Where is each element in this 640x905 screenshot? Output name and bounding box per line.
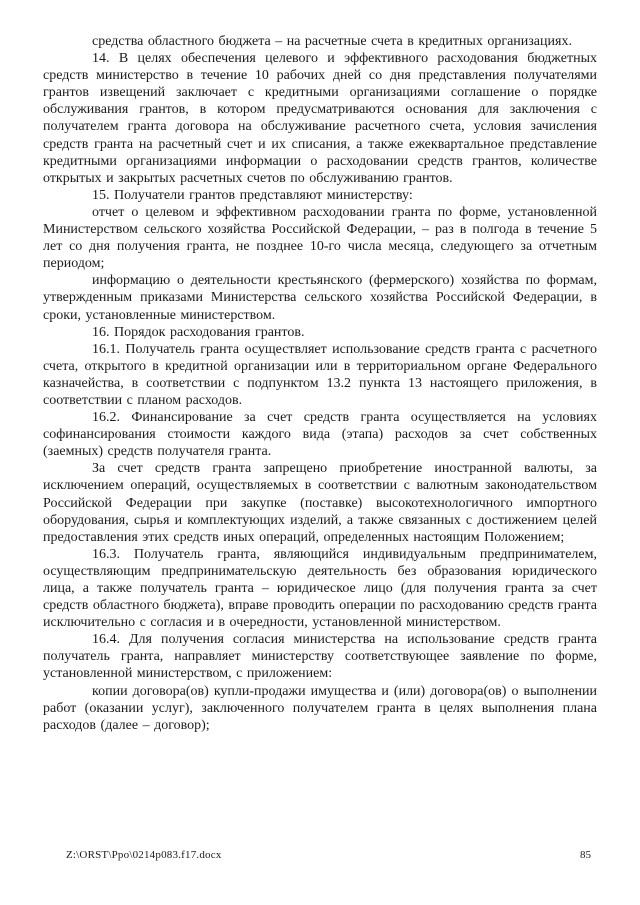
paragraph: 16. Порядок расходования грантов.	[92, 324, 305, 340]
page-footer	[66, 849, 591, 862]
footer-file-path: Z:\ORST\Ppo\0214p083.f17.docx	[66, 849, 222, 861]
paragraph: средства областного бюджета – на расчетные счета в кредитных организациях.	[92, 34, 572, 49]
document-body-text	[43, 33, 597, 823]
paragraph: 16.4. Для получения согласия министерства на использование средств гранта получатель гранта, направляет министерству соответствующее заявление по форме, установленной министерством, с приложением:	[43, 632, 597, 682]
paragraph: За счет средств гранта запрещено приобретение иностранной валюты, за исключением операций, осуществляемых в соответствии с валютным законодательством Российской Федерации при закупке (поставке) высокотехнологичного импортного оборудования, сырья и комплектующих изделий, а также связанных с достижением целей предоставления этих средств иных операций, определенных настоящим Положением;	[43, 461, 597, 545]
paragraph: 15. Получатели грантов представляют министерству:	[92, 187, 413, 203]
paragraph: информацию о деятельности крестьянского (фермерского) хозяйства по формам, утвержденным приказами Министерства сельского хозяйства Российской Федерации, в сроки, установленные министерством.	[43, 273, 597, 323]
paragraph: отчет о целевом и эффективном расходовании гранта по форме, установленной Министерством сельского хозяйства Российской Федерации, – раз в полгода в течение 5 лет со дня получения гранта, не позднее 10-го числа месяца, следующего за отчетным периодом;	[43, 204, 597, 272]
paragraph: 14. В целях обеспечения целевого и эффективного расходования бюджетных средств министерство в течение 10 рабочих дней со дня представления получателями грантов извещений заключает с кредитными организациями соглашение о порядке обслуживания грантов, в котором предусматриваются основания для заключения с получателем гранта договора на обслуживание расчетного счета, условия зачисления средств гранта на расчетный счет и их списания, а также ежеквартальное представление кредитными организациями информации о расходовании средств грантов, количестве открытых и закрытых расчетных счетов по обслуживанию грантов.	[43, 51, 597, 186]
paragraph: копии договора(ов) купли-продажи имущества и (или) договора(ов) о выполнении работ (оказании услуг), заключенного получателем гранта в целях выполнения плана расходов (далее – договор);	[43, 683, 597, 733]
paragraph: 16.3. Получатель гранта, являющийся индивидуальным предпринимателем, осуществляющим предпринимательскую деятельность без образования юридического лица, а также получатель гранта – юридическое лицо (для получения гранта за счет средств областного бюджета), вправе проводить операции по расходованию средств гранта исключительно с согласия и в очередности, установленной министерством.	[43, 546, 597, 631]
footer-page-number: 85	[580, 849, 591, 861]
paragraph: 16.2. Финансирование за счет средств гранта осуществляется на условиях софинансирования стоимости каждого вида (этапа) расходов за счет собственных (заемных) средств получателя гранта.	[43, 410, 597, 460]
paragraph: 16.1. Получатель гранта осуществляет использование средств гранта с расчетного счета, открытого в кредитной организации или в территориальном органе Федерального казначейства, в соответствии с подпунктом 13.2 пункта 13 настоящего приложения, в соответствии с планом расходов.	[43, 341, 597, 408]
